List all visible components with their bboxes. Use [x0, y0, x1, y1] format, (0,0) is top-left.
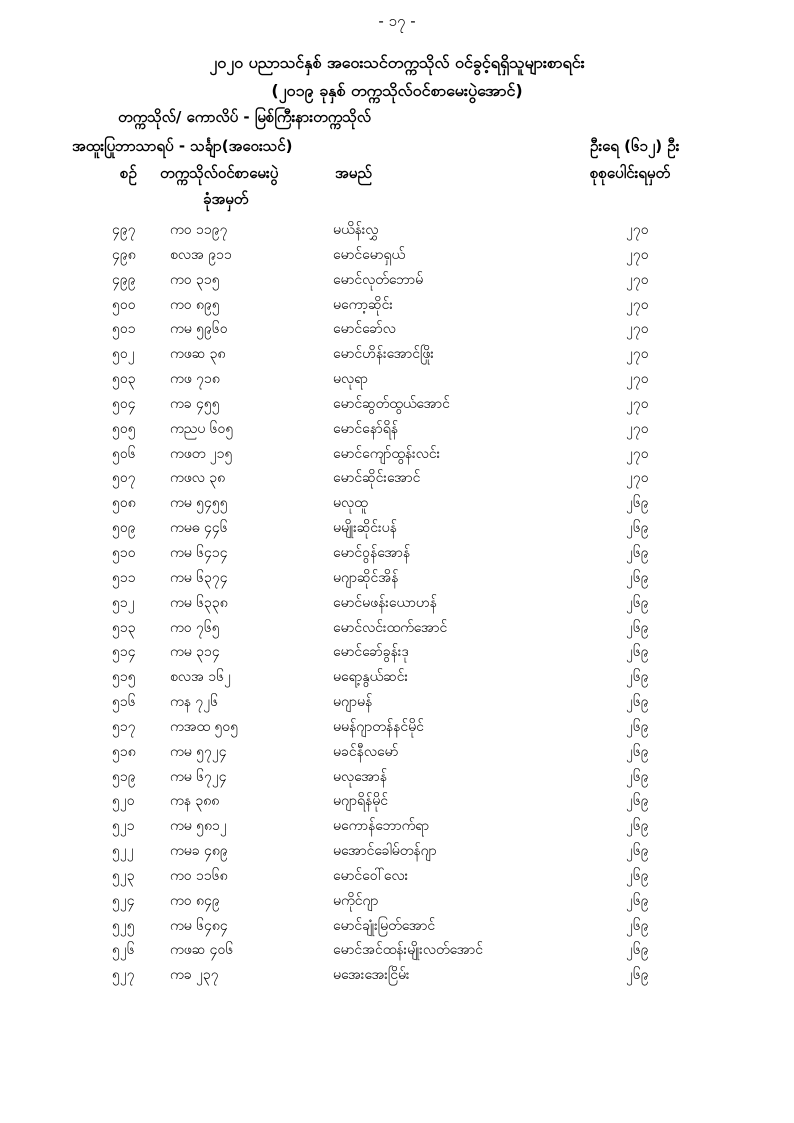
total-mark: ၂၇၀ [626, 246, 649, 263]
column-header-roll-2: ခုံအမှတ် [203, 190, 249, 208]
student-name: မောင်မဖန်းယောဟန် [333, 594, 437, 611]
roll-number: ကမ ၆၇၂၄ [170, 768, 227, 785]
roll-number: ကဖဆ ၃၈ [170, 346, 226, 363]
student-name: မဂျာမန် [333, 694, 373, 711]
table-row [0, 317, 794, 342]
row-number: ၅၀၇ [112, 470, 136, 487]
student-name: မလုအောန် [333, 768, 388, 785]
total-mark: ၂၆၉ [626, 718, 649, 735]
student-name: မောင်ခော်လ [333, 321, 396, 338]
row-number: ၅၀၅ [112, 420, 136, 437]
student-list [0, 218, 794, 988]
roll-number: ကဖ ၇၁၈ [170, 371, 220, 388]
roll-number: ကန ၃၈၈ [170, 793, 220, 810]
roll-number: ကမခ ၄၈၉ [170, 843, 228, 860]
student-name: မောင်ခော်ခွန်းဒု [333, 644, 409, 661]
total-mark: ၂၇၀ [626, 271, 649, 288]
row-number: ၅၀၄ [112, 395, 136, 412]
row-number: ၅၁၈ [112, 743, 136, 760]
roll-number: ကဝ ၁၁၆၈ [170, 867, 228, 884]
student-name: မယိန်းလွှ [333, 222, 379, 238]
row-number: ၅၂၁ [112, 818, 135, 835]
total-mark: ၂၆၉ [626, 768, 649, 785]
roll-number: ကမ ၆၃၃၈ [170, 594, 228, 611]
roll-number: ကမ ၅၉၆၀ [170, 321, 228, 338]
total-mark: ၂၆၉ [626, 743, 649, 760]
student-name: မဂျာဆိုင်အိန် [333, 569, 399, 586]
total-mark: ၂၇၀ [626, 420, 649, 437]
total-mark: ၂၆၉ [626, 619, 649, 636]
row-number: ၅၁၆ [112, 694, 136, 711]
column-header-name: အမည် [335, 164, 372, 182]
total-mark: ၂၆၉ [626, 544, 649, 561]
table-row [0, 839, 794, 864]
student-name: မကော့ဆိုင်း [333, 296, 393, 313]
table-row [0, 591, 794, 616]
page-number: - ၁၇ - [378, 12, 416, 30]
table-row [0, 665, 794, 690]
total-mark: ၂၆၉ [626, 818, 649, 835]
roll-number: ကမ ၅၈၁၂ [170, 818, 227, 835]
student-name: မောင်လုတ်ဘောမ် [333, 271, 424, 288]
row-number: ၅၀၂ [112, 346, 135, 363]
roll-number: စလအ ၉၁၁ [170, 246, 232, 263]
student-name: မခင်နီလမော် [333, 743, 399, 760]
table-row [0, 864, 794, 889]
roll-number: ကမ ၅၇၂၄ [170, 743, 227, 760]
total-mark: ၂၇၀ [626, 445, 649, 462]
table-row [0, 516, 794, 541]
table-row [0, 740, 794, 765]
row-number: ၅၁၂ [112, 594, 135, 611]
roll-number: ကခ ၄၅၅ [170, 395, 220, 412]
table-row [0, 640, 794, 665]
roll-number: ကမ ၅၄၅၅ [170, 495, 228, 512]
student-name: မဂျာရိန်မိုင် [333, 793, 389, 810]
university-line: တက္ကသိုလ်/ ကောလိပ် - မြစ်ကြီးနားတက္ကသိုလ် [118, 108, 371, 126]
total-mark: ၂၇၀ [626, 296, 649, 313]
roll-number: ကဖဆ ၄၀၆ [170, 942, 234, 959]
total-mark: ၂၇၀ [626, 470, 649, 487]
student-name: မလုထူ [333, 495, 368, 512]
student-name: မကိုင်ဂျာ [333, 892, 379, 909]
student-name: မောင်ချုံးမြတ်အောင် [333, 917, 436, 934]
total-mark: ၂၆၉ [626, 793, 649, 810]
row-number: ၅၂၆ [112, 942, 135, 959]
total-mark: ၂၆၉ [626, 892, 649, 909]
roll-number: ကဝ ၁၁၉၇ [170, 222, 228, 238]
total-mark: ၂၆၉ [626, 942, 649, 959]
table-row [0, 963, 794, 988]
roll-number: ကဝ ၈၉၅ [170, 296, 220, 313]
total-mark: ၂၆၉ [626, 569, 649, 586]
total-mark: ၂၆၉ [626, 594, 649, 611]
row-number: ၅၀၀ [112, 296, 136, 313]
student-name: မလုရာ [333, 371, 368, 388]
row-number: ၅၂၇ [112, 967, 135, 984]
student-name: မောင်ကျော်ထွန်းလင်း [333, 445, 441, 462]
student-name: မောင်အင်ထန်းမျိုးလတ်အောင် [333, 942, 484, 959]
student-name: မရော့နွယ်ဆင်း [333, 669, 409, 686]
table-row [0, 392, 794, 417]
student-name: မကောန်ဘောက်ရာ [333, 818, 430, 835]
row-number: ၅၀၃ [112, 371, 136, 388]
row-number: ၅၁၄ [112, 644, 136, 661]
table-row [0, 616, 794, 641]
row-number: ၅၁၃ [112, 619, 136, 636]
column-header-mark: စုစုပေါင်းရမှတ် [590, 164, 671, 182]
total-mark: ၂၇၀ [626, 222, 649, 238]
row-number: ၅၂၄ [112, 892, 135, 909]
row-number: ၄၉၈ [112, 246, 136, 263]
table-row [0, 566, 794, 591]
student-name: မောင်ဆိုင်းအောင် [333, 470, 421, 487]
student-name: မောင်မောရှယ် [333, 246, 406, 263]
row-number: ၅၂၅ [112, 917, 135, 934]
row-number: ၅၀၁ [112, 321, 136, 338]
roll-number: ကညပ ၆၀၅ [170, 420, 234, 437]
student-count: ဦးရေ (၆၁၂) ဦး [590, 137, 680, 155]
student-name: မောင်ဝွန်အောန် [333, 544, 411, 561]
table-row [0, 417, 794, 442]
roll-number: ကဝ ၈၄၉ [170, 892, 220, 909]
specialization-line: အထူးပြုဘာသာရပ် - သင်္ချာ(အဝေးသင်) [72, 137, 293, 155]
total-mark: ၂၆၉ [626, 867, 649, 884]
roll-number: ကမ ၃၁၄ [170, 644, 220, 661]
roll-number: ကမဓ ၄၄၆ [170, 520, 228, 537]
student-name: မောင်ဝေါ်လေး [333, 867, 409, 884]
total-mark: ၂၆၉ [626, 694, 649, 711]
row-number: ၅၀၆ [112, 445, 136, 462]
row-number: ၅၂၀ [112, 793, 135, 810]
total-mark: ၂၆၉ [626, 644, 649, 661]
column-header-no: စဉ် [120, 164, 137, 182]
table-row [0, 466, 794, 491]
column-header-roll: တက္ကသိုလ်ဝင်စာမေးပွဲ [160, 164, 279, 182]
total-mark: ၂၆၉ [626, 669, 649, 686]
roll-number: ကမ ၆၄၁၄ [170, 544, 228, 561]
row-number: ၅၁၅ [112, 669, 136, 686]
table-row [0, 342, 794, 367]
student-name: မမျိုးဆိုင်းပန် [333, 520, 397, 537]
total-mark: ၂၆၉ [626, 917, 649, 934]
total-mark: ၂၆၉ [626, 967, 649, 984]
table-row [0, 442, 794, 467]
total-mark: ၂၆၉ [626, 843, 649, 860]
row-number: ၅၀၉ [112, 520, 136, 537]
table-row [0, 218, 794, 243]
roll-number: ကဖတ ၂၁၅ [170, 445, 233, 462]
row-number: ၅၀၈ [112, 495, 136, 512]
table-row [0, 789, 794, 814]
roll-number: ကမ ၆၃၇၄ [170, 569, 228, 586]
student-name: မောင်နော်ရိန် [333, 420, 399, 437]
table-row [0, 541, 794, 566]
table-row [0, 243, 794, 268]
table-row [0, 293, 794, 318]
total-mark: ၂၇၀ [626, 395, 649, 412]
roll-number: ကန ၇၂၆ [170, 694, 219, 711]
table-row [0, 814, 794, 839]
table-row [0, 491, 794, 516]
roll-number: ကမ ၆၄၈၄ [170, 917, 228, 934]
row-number: ၅၁၇ [112, 718, 136, 735]
total-mark: ၂၆၉ [626, 520, 649, 537]
row-number: ၄၉၉ [112, 271, 136, 288]
table-row [0, 938, 794, 963]
table-row [0, 914, 794, 939]
student-name: မောင်ဆွတ်ထွယ်အောင် [333, 395, 450, 412]
total-mark: ၂၇၀ [626, 321, 649, 338]
student-name: မမန်ဂျာတန်နင်မိုင် [333, 718, 424, 735]
total-mark: ၂၇၀ [626, 346, 649, 363]
table-row [0, 268, 794, 293]
roll-number: ကအထ ၅၀၅ [170, 718, 239, 735]
roll-number: ကဝ ၇၆၅ [170, 619, 220, 636]
total-mark: ၂၇၀ [626, 371, 649, 388]
row-number: ၅၂၃ [112, 867, 135, 884]
roll-number: စလအ ၁၆၂ [170, 669, 231, 686]
student-name: မောင်ဟိန်းအောင်ဖြိုး [333, 346, 434, 363]
row-number: ၅၁၉ [112, 768, 136, 785]
roll-number: ကဝ ၃၁၅ [170, 271, 220, 288]
document-subtitle: (၂၀၁၉ ခုနှစ် တက္ကသိုလ်ဝင်စာမေးပွဲအောင်) [271, 81, 523, 100]
student-name: မအောင်ခေါမ်တန်ဂျာ [333, 843, 437, 860]
table-row [0, 715, 794, 740]
row-number: ၅၂၂ [112, 843, 134, 860]
student-name: မောင်လင်းထက်အောင် [333, 619, 448, 636]
row-number: ၄၉၇ [112, 222, 136, 238]
student-name: မအေးအေးငြိမ်း [333, 967, 410, 984]
document-title: ၂၀၂၀ ပညာသင်နှစ် အဝေးသင်တက္ကသိုလ် ဝင်ခွင့်ရရှိသူများစာရင်း [209, 53, 585, 72]
row-number: ၅၁၀ [112, 544, 136, 561]
roll-number: ကဖလ ၃၈ [170, 470, 226, 487]
table-row [0, 690, 794, 715]
total-mark: ၂၆၉ [626, 495, 649, 512]
table-row [0, 889, 794, 914]
table-row [0, 367, 794, 392]
roll-number: ကခ ၂၃၇ [170, 967, 219, 984]
row-number: ၅၁၁ [112, 569, 136, 586]
table-row [0, 765, 794, 790]
